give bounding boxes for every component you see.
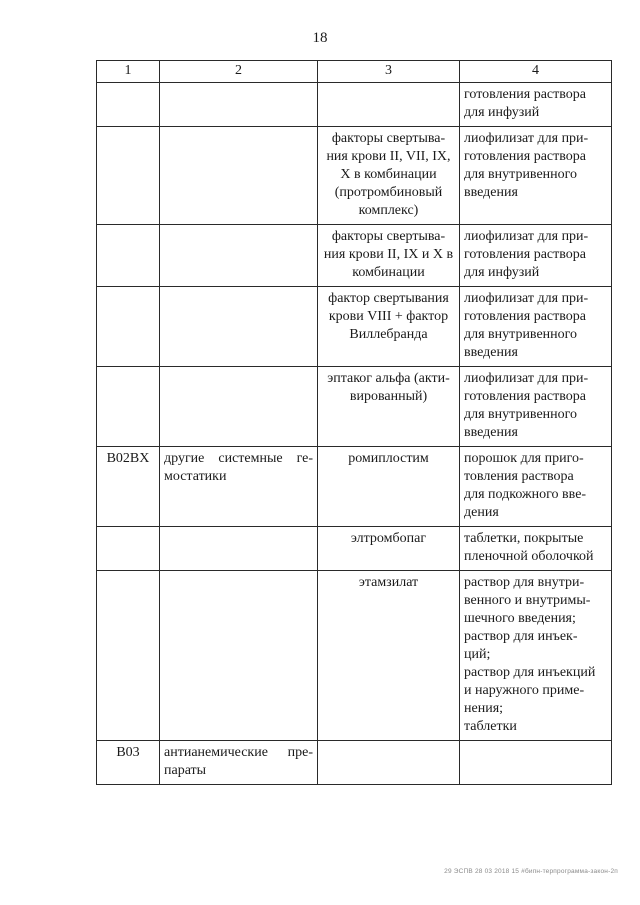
dosage-form-line: раствор для внутри- bbox=[464, 575, 585, 590]
column-header-3: 3 bbox=[318, 61, 460, 83]
dosage-form-line: нения; bbox=[464, 701, 504, 716]
table-row bbox=[97, 741, 612, 785]
dosage-form-line: ций; bbox=[464, 647, 491, 662]
dosage-form-line: введения bbox=[464, 345, 518, 360]
dosage-form-line: для внутривенного bbox=[464, 327, 578, 342]
drug-name-cell: этамзилат bbox=[318, 571, 460, 741]
atc-code-cell bbox=[97, 527, 160, 571]
table-row bbox=[97, 367, 612, 447]
dosage-form-cell bbox=[460, 225, 612, 287]
table-row bbox=[97, 287, 612, 367]
dosage-form-cell bbox=[460, 527, 612, 571]
table-row bbox=[97, 571, 612, 741]
dosage-form-line: таблетки, покрытые bbox=[464, 531, 584, 546]
dosage-form-line: раствор для инъек- bbox=[464, 629, 578, 644]
drug-name-cell bbox=[318, 741, 460, 785]
drug-name-cell: ромиплостим bbox=[318, 447, 460, 527]
table-row bbox=[97, 447, 612, 527]
column-header-2: 2 bbox=[160, 61, 318, 83]
dosage-form-line: дения bbox=[464, 505, 499, 520]
dosage-form-line: для внутривенного bbox=[464, 167, 578, 182]
atc-code-cell bbox=[97, 287, 160, 367]
drug-group-cell bbox=[160, 527, 318, 571]
table-row bbox=[97, 83, 612, 127]
dosage-form-line: для инфузий bbox=[464, 105, 540, 120]
drug-name-cell: факторы свертыва-ния крови II, IX и X в комбинации bbox=[318, 225, 460, 287]
drug-name-cell: элтромбопаг bbox=[318, 527, 460, 571]
dosage-form-line: пленочной оболочкой bbox=[464, 549, 594, 564]
table-body bbox=[97, 83, 612, 785]
table-row bbox=[97, 527, 612, 571]
dosage-form-line: для подкожного вве- bbox=[464, 487, 587, 502]
dosage-form-cell bbox=[460, 287, 612, 367]
dosage-form-line: лиофилизат для при- bbox=[464, 371, 589, 386]
column-header-4: 4 bbox=[460, 61, 612, 83]
drug-group-cell bbox=[160, 83, 318, 127]
table-header-row bbox=[97, 61, 612, 83]
drug-name-cell: фактор свертывания крови VIII + фактор Виллебранда bbox=[318, 287, 460, 367]
dosage-form-line: для инфузий bbox=[464, 265, 540, 280]
dosage-form-line: готовления раствора bbox=[464, 389, 586, 404]
drug-name-cell: эптаког альфа (акти-вированный) bbox=[318, 367, 460, 447]
dosage-form-line: для внутривенного bbox=[464, 407, 578, 422]
drug-group-cell bbox=[160, 287, 318, 367]
dosage-form-line: лиофилизат для при- bbox=[464, 131, 589, 146]
atc-code-cell bbox=[97, 127, 160, 225]
dosage-form-line: лиофилизат для при- bbox=[464, 291, 589, 306]
dosage-form-line: товления раствора bbox=[464, 469, 574, 484]
dosage-form-line: готовления раствора bbox=[464, 247, 586, 262]
dosage-form-cell bbox=[460, 127, 612, 225]
dosage-form-cell bbox=[460, 83, 612, 127]
atc-code-cell bbox=[97, 367, 160, 447]
table-row bbox=[97, 127, 612, 225]
dosage-form-line: таблетки bbox=[464, 719, 517, 734]
dosage-form-cell bbox=[460, 367, 612, 447]
drug-group-cell bbox=[160, 367, 318, 447]
drug-name-cell bbox=[318, 83, 460, 127]
page-number: 18 bbox=[312, 30, 328, 46]
atc-code-cell: B02BX bbox=[97, 447, 160, 527]
dosage-form-line: и наружного приме- bbox=[464, 683, 585, 698]
atc-code-cell bbox=[97, 225, 160, 287]
dosage-form-line: раствор для инъекций bbox=[464, 665, 596, 680]
dosage-form-cell bbox=[460, 571, 612, 741]
dosage-form-line: введения bbox=[464, 425, 518, 440]
dosage-form-line: готовления раствора bbox=[464, 87, 586, 102]
medication-table bbox=[96, 60, 612, 785]
drug-group-cell bbox=[160, 127, 318, 225]
atc-code-cell bbox=[97, 83, 160, 127]
drug-group-cell: антианемические пре-параты bbox=[160, 741, 318, 785]
dosage-form-line: лиофилизат для при- bbox=[464, 229, 589, 244]
dosage-form-line: введения bbox=[464, 185, 518, 200]
dosage-form-cell bbox=[460, 447, 612, 527]
dosage-form-line: венного и внутримы- bbox=[464, 593, 591, 608]
document-footer: 29 ЭСПВ 28 03 2018 15 #бипн-терпрограмма-закон-2п bbox=[444, 868, 618, 875]
dosage-form-line: шечного введения; bbox=[464, 611, 576, 626]
dosage-form-cell bbox=[460, 741, 612, 785]
drug-group-cell bbox=[160, 571, 318, 741]
dosage-form-line: готовления раствора bbox=[464, 309, 586, 324]
dosage-form-line: порошок для приго- bbox=[464, 451, 584, 466]
drug-group-cell bbox=[160, 225, 318, 287]
table-row bbox=[97, 225, 612, 287]
atc-code-cell: B03 bbox=[97, 741, 160, 785]
drug-name-cell: факторы свертыва-ния крови II, VII, IX, X в комбинации (протромбиновый комплекс) bbox=[318, 127, 460, 225]
column-header-1: 1 bbox=[97, 61, 160, 83]
atc-code-cell bbox=[97, 571, 160, 741]
dosage-form-line: готовления раствора bbox=[464, 149, 586, 164]
drug-group-cell: другие системные ге-мостатики bbox=[160, 447, 318, 527]
